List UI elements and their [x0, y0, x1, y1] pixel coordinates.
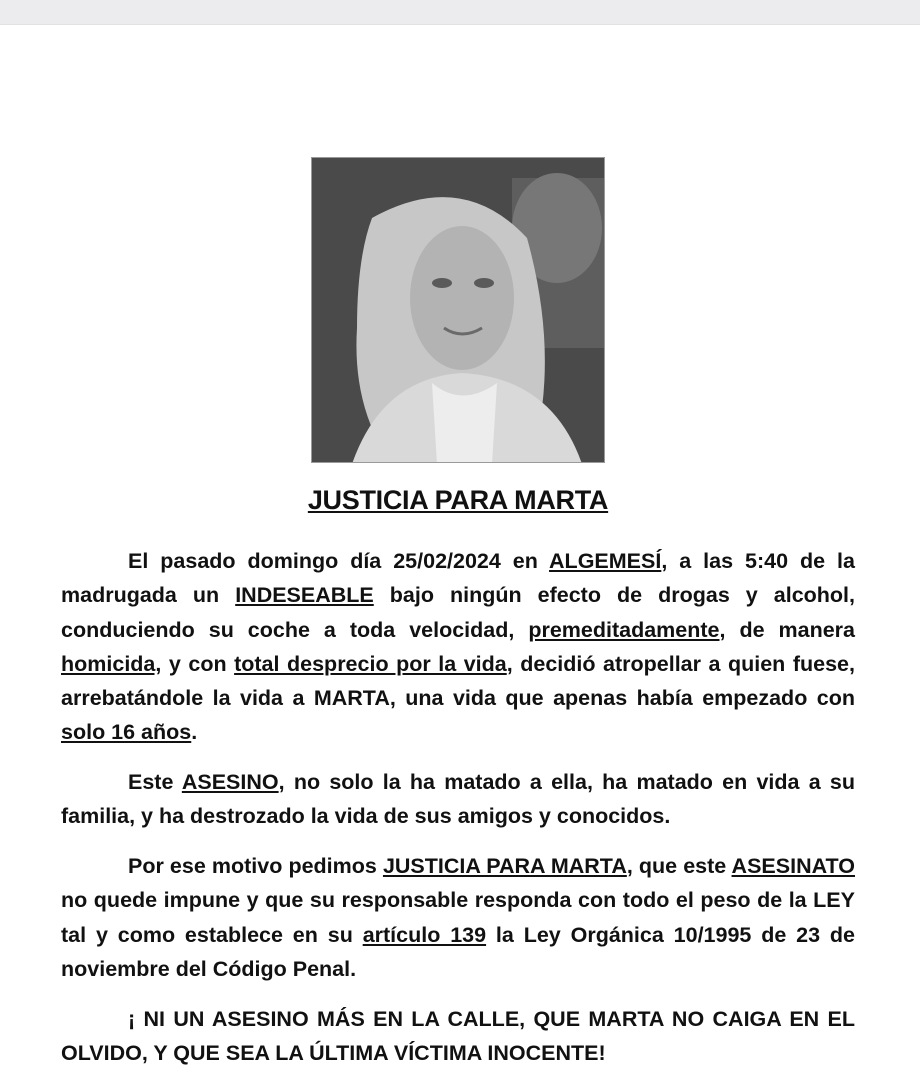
text-span: y con [161, 651, 235, 676]
text-span: , decidió atropellar a quien fuese, arrebatándole la vida a MARTA, una vida que apenas había empezado con [61, 651, 855, 711]
text-span: , no solo la ha matado a ella, ha matado en vida a su familia, y ha destrozado la vida de sus amigos y conocidos. [61, 770, 855, 829]
underlined-text: homicida, [61, 651, 162, 676]
text-span: . [191, 720, 198, 745]
text-span: El pasado domingo día 25/02/2024 en [128, 549, 550, 573]
underlined-text: ASESINATO [731, 854, 855, 878]
text-span: Por ese motivo pedimos [128, 854, 383, 878]
text-span: Este [128, 770, 182, 794]
underlined-text: artículo 139 [362, 922, 487, 947]
underlined-text: solo 16 años [61, 720, 192, 745]
text-span: ¡ NI UN ASESINO MÁS EN LA CALLE, QUE MARTA NO CAIGA EN EL OLVIDO, Y QUE SEA LA ÚLTIMA VÍCTIMA INOCENTE! [61, 1007, 855, 1066]
paragraph-incident [61, 544, 855, 750]
underlined-text: INDESEABLE [235, 583, 374, 608]
text-span: , de manera [719, 617, 855, 642]
underlined-text: JUSTICIA PARA MARTA [382, 854, 627, 878]
portrait-photo-icon [312, 158, 605, 463]
portrait-photo [311, 157, 605, 463]
paragraph-demand [61, 849, 855, 986]
text-span: , que este [626, 854, 732, 878]
text-span: no quede impune y que su responsable responda con todo el peso de la LEY tal y como establece en su [61, 888, 855, 947]
text-span: bajo ningún efecto de drogas y alcohol, conduciendo su coche a toda velocidad, [61, 583, 855, 642]
underlined-text: total desprecio por la vida [234, 651, 507, 676]
paragraph-murderer [61, 765, 855, 834]
text-span: , a las 5:40 de la madrugada un [61, 549, 855, 608]
underlined-text: ALGEMESÍ [549, 549, 662, 573]
viewer-top-bar [0, 0, 920, 25]
underlined-text: premeditadamente [528, 617, 720, 642]
underlined-text: ASESINO [181, 770, 279, 794]
page-title: JUSTICIA PARA MARTA [307, 485, 609, 515]
text-span: la Ley Orgánica 10/1995 de 23 de noviembre del Código Penal. [61, 922, 856, 981]
paragraph-slogan [61, 1002, 855, 1071]
